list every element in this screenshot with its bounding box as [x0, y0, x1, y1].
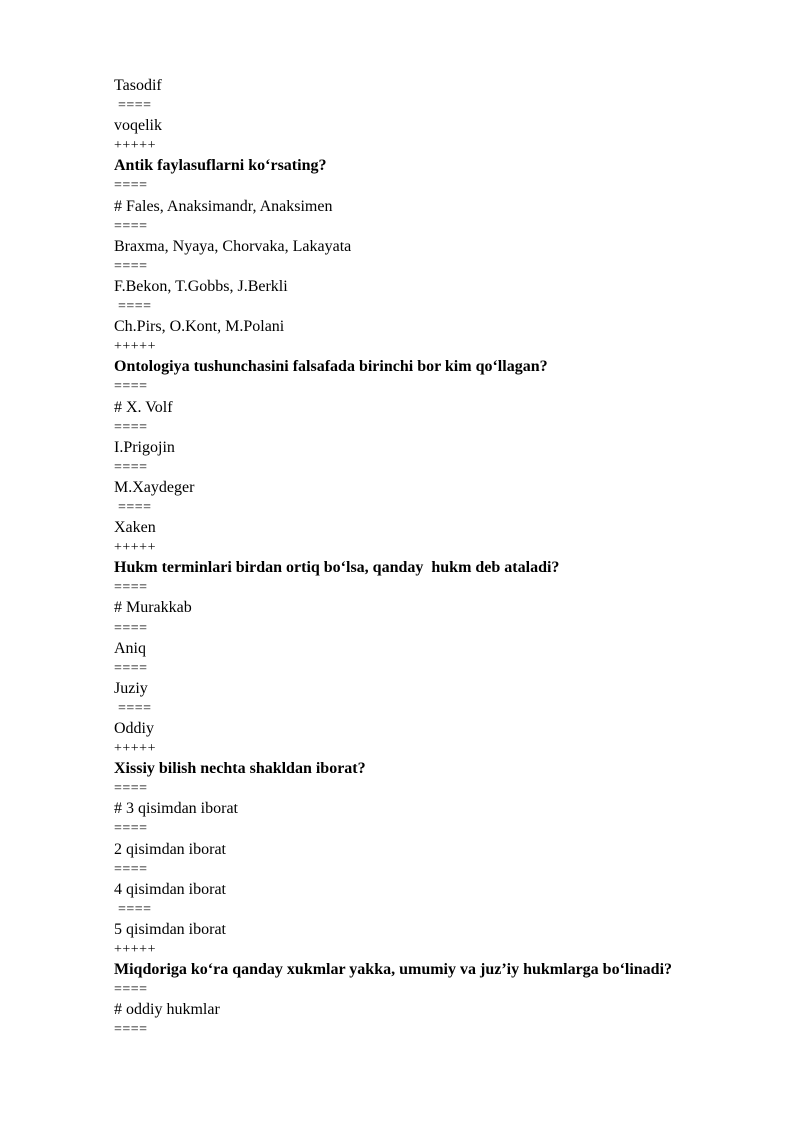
answer-option: Oddiy — [114, 720, 154, 737]
answer-option: Braxma, Nyaya, Chorvaka, Lakayata — [114, 237, 352, 255]
separator-line: ==== — [114, 379, 148, 395]
answer-option: Aniq — [114, 639, 146, 657]
separator-line: ==== — [114, 419, 148, 435]
separator-line: ==== — [114, 459, 148, 475]
separator-line: ==== — [114, 861, 148, 877]
separator-line: ==== — [114, 982, 148, 998]
separator-line: ==== — [114, 660, 148, 676]
answer-option: # 3 qisimdan iborat — [114, 800, 238, 818]
answer-option: I.Prigojin — [114, 438, 175, 456]
block-divider: +++++ — [114, 339, 156, 355]
separator-line: ==== — [114, 580, 148, 596]
separator-line: ==== — [114, 499, 152, 515]
answer-option: 4 qisimdan iborat — [114, 880, 226, 898]
document-page — [114, 76, 774, 1041]
separator-line: ==== — [114, 1022, 148, 1038]
block-divider: +++++ — [114, 942, 156, 958]
question-text: Hukm terminlari birdan ortiq bo‘lsa, qanday hukm deb ataladi? — [114, 559, 560, 577]
answer-option: 5 qisimdan iborat — [114, 920, 226, 938]
answer-option: # oddiy hukmlar — [114, 1001, 220, 1019]
answer-option: # Murakkab — [114, 599, 192, 617]
block-divider: +++++ — [114, 540, 156, 556]
answer-option: Juziy — [114, 679, 148, 697]
answer-option: F.Bekon, T.Gobbs, J.Berkli — [114, 277, 288, 295]
answer-option: # X. Volf — [114, 398, 173, 416]
separator-line: ==== — [114, 218, 148, 234]
answer-option: Xaken — [114, 519, 156, 537]
question-text: Miqdoriga ko‘ra qanday xukmlar yakka, umumiy va juz’iy hukmlarga bo‘linadi? — [114, 961, 673, 979]
separator-line: ==== — [114, 299, 152, 315]
separator-line: ==== — [114, 901, 152, 917]
separator-line: ==== — [114, 700, 152, 716]
answer-option: Ch.Pirs, O.Kont, M.Polani — [114, 318, 285, 336]
separator-line: ==== — [114, 258, 148, 274]
separator-line: ==== — [114, 781, 148, 797]
separator-line: ==== — [114, 620, 148, 636]
separator-line: ==== — [114, 821, 148, 837]
question-text: Xissiy bilish nechta shakldan iborat? — [114, 760, 366, 778]
block-divider: +++++ — [114, 138, 156, 154]
answer-option: 2 qisimdan iborat — [114, 840, 226, 858]
answer-option: # Fales, Anaksimandr, Anaksimen — [114, 197, 333, 215]
separator-line: ==== — [114, 98, 152, 114]
question-text: Ontologiya tushunchasini falsafada birinchi bor kim qo‘llagan? — [114, 358, 548, 376]
answer-option: voqelik — [114, 117, 162, 135]
block-divider: +++++ — [114, 741, 156, 757]
separator-line: ==== — [114, 178, 148, 194]
answer-option: M.Xaydeger — [114, 478, 195, 496]
answer-option: Tasodif — [114, 77, 162, 94]
question-text: Antik faylasuflarni ko‘rsating? — [114, 157, 327, 175]
